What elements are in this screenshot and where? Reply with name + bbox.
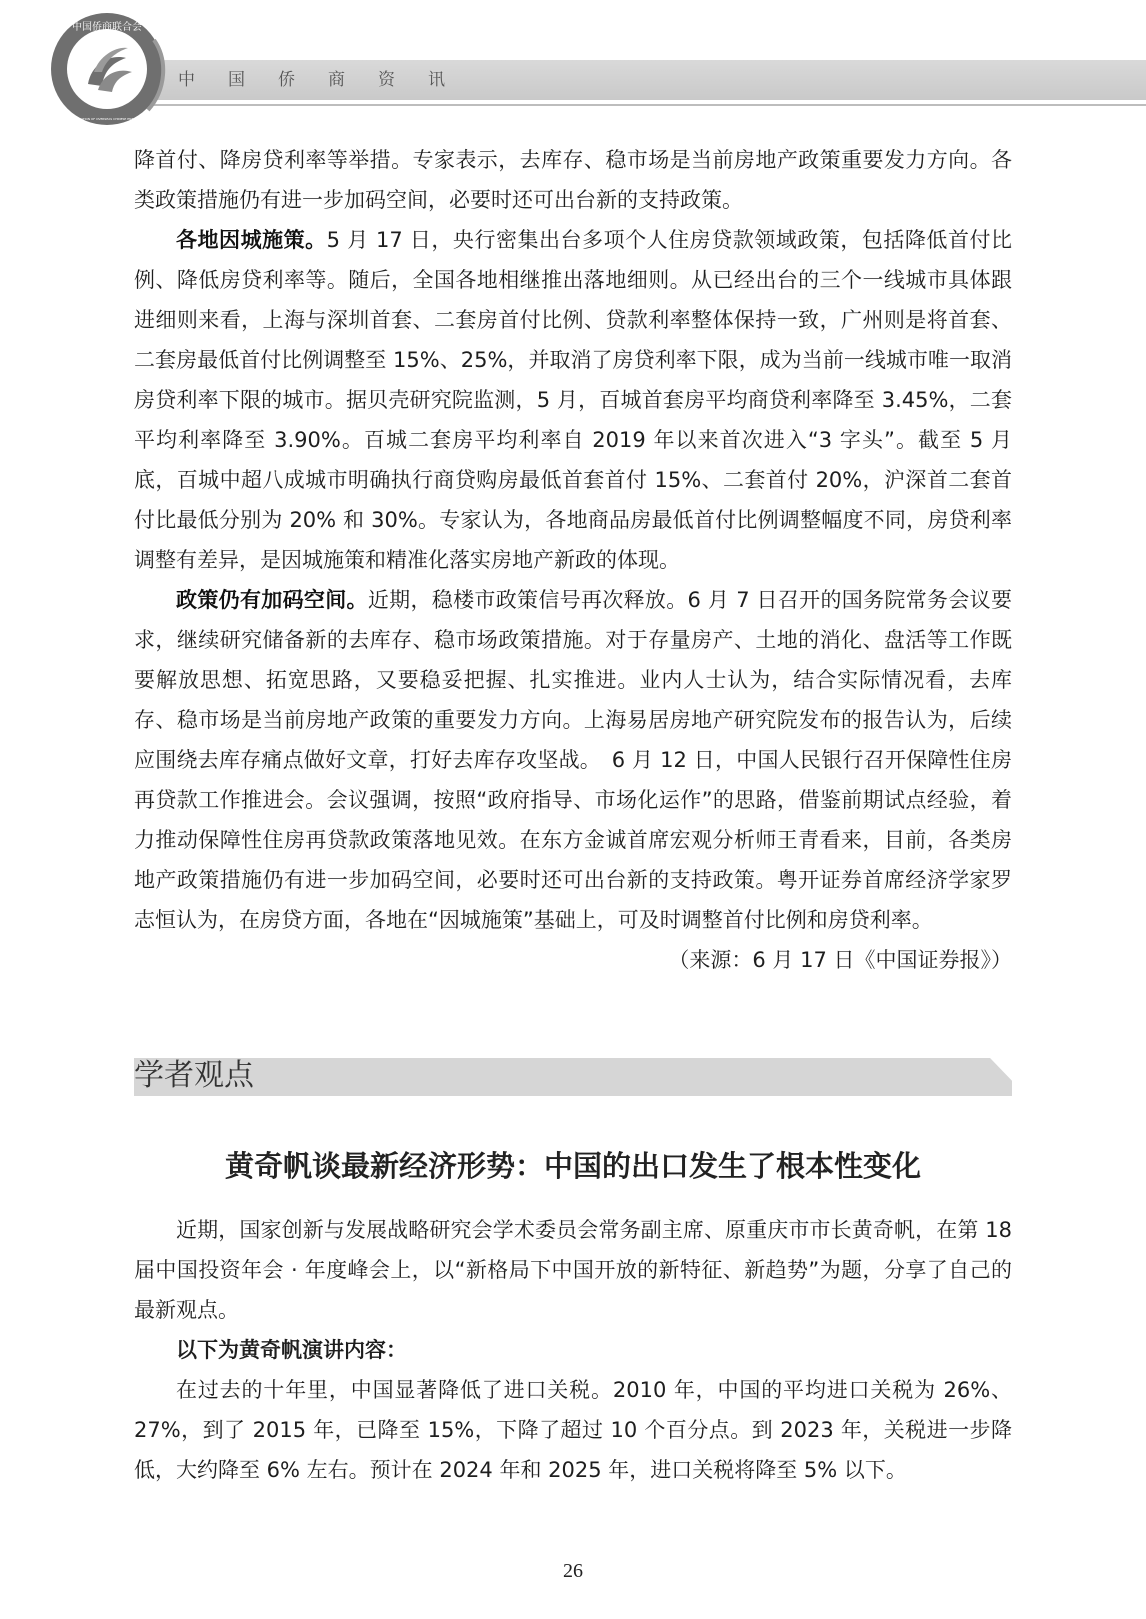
header-title: 中国侨商资讯 bbox=[178, 70, 478, 90]
section-title: 学者观点 bbox=[134, 1058, 254, 1093]
article2-paragraph-1: 近期，国家创新与发展战略研究会学术委员会常务副主席、原重庆市市长黄奇帆，在第 18 届中国投资年会 · 年度峰会上，以“新格局下中国开放的新特征、新趋势”为题，分享了自己的最新观点。 bbox=[134, 1218, 1012, 1322]
article1-paragraph-3 bbox=[134, 580, 1012, 980]
article1-p2-lead: 各地因城施策。 bbox=[176, 228, 327, 252]
article1-p3-text: 近期，稳楼市政策信号再次释放。6 月 7 日召开的国务院常务会议要求，继续研究储备新的去库存、稳市场政策措施。对于存量房产、土地的消化、盘活等工作既要解放思想、拓宽思路，又要稳妥把握、扎实推进。业内人士认为，结合实际情况看，去库存、稳市场是当前房地产政策的重要发力方向。上海易居房地产研究院发布的报告认为，后续应围绕去库存痛点做好文章，打好去库存攻坚战。 6 月 12 日，中国人民银行召开保障性住房再贷款工作推进会。会议强调，按照“政府指导、市场化运作”的思路，借鉴前期试点经验，着力推动保障性住房再贷款政策落地见效。在东方金诚首席宏观分析师王青看来，目前，各类房地产政策措施仍有进一步加码空间，必要时还可出台新的支持政策。粤开证券首席经济学家罗志恒认为，在房贷方面，各地在“因城施策”基础上，可及时调整首付比例和房贷利率。 bbox=[134, 588, 1012, 932]
article1-intro: 降首付、降房贷利率等举措。专家表示，去库存、稳市场是当前房地产政策重要发力方向。各类政策措施仍有进一步加码空间，必要时还可出台新的支持政策。 bbox=[134, 148, 1012, 212]
article1-source: （来源：6 月 17 日《中国证券报》） bbox=[668, 948, 1012, 972]
header-rule bbox=[140, 104, 1146, 106]
article1-p3-lead: 政策仍有加码空间。 bbox=[176, 588, 368, 612]
section-band bbox=[134, 1058, 1012, 1096]
article1-p2-text: 5 月 17 日，央行密集出台多项个人住房贷款领域政策，包括降低首付比例、降低房贷利率等。随后，全国各地相继推出落地细则。从已经出台的三个一线城市具体跟进细则来看，上海与深圳首套、二套房首付比例、贷款利率整体保持一致，广州则是将首套、二套房最低首付比例调整至 15%、25%，并取消了房贷利率下限，成为当前一线城市唯一取消房贷利率下限的城市。据贝壳研究院监测，5 月，百城首套房平均商贷利率降至 3.45%，二套平均利率降至 3.90%。百城二套房平均利率自 2019 年以来首次进入“3 字头”。截至 5 月底，百城中超八成城市明确执行商贷购房最低首套首付 15%、二套首付 20%，沪深首二套首付比最低分别为 20% 和 30%。专家认为，各地商品房最低首付比例调整幅度不同，房贷利率调整有差异，是因城施策和精准化落实房地产新政的体现。 bbox=[134, 228, 1013, 572]
article1-paragraph-2 bbox=[134, 220, 1012, 580]
logo-english: CHINA FEDERATION OF OVERSEAS CHINESE ENTREPRENEURS bbox=[60, 117, 154, 121]
logo-name: 中国侨商联合会 bbox=[72, 22, 142, 33]
page-number: 26 bbox=[563, 1560, 583, 1582]
article2-title: 黄奇帆谈最新经济形势：中国的出口发生了根本性变化 bbox=[224, 1149, 921, 1183]
article2-paragraph-2: 在过去的十年里，中国显著降低了进口关税。2010 年，中国的平均进口关税为 26%、27%，到了 2015 年，已降至 15%，下降了超过 10 个百分点。到 2023 年，关税进一步降低，大约降至 6% 左右。预计在 2024 年和 2025 年，进口关税将降至 5% 以下。 bbox=[134, 1378, 1012, 1482]
federation-logo bbox=[48, 10, 166, 128]
article2-subhead: 以下为黄奇帆演讲内容： bbox=[176, 1338, 407, 1362]
